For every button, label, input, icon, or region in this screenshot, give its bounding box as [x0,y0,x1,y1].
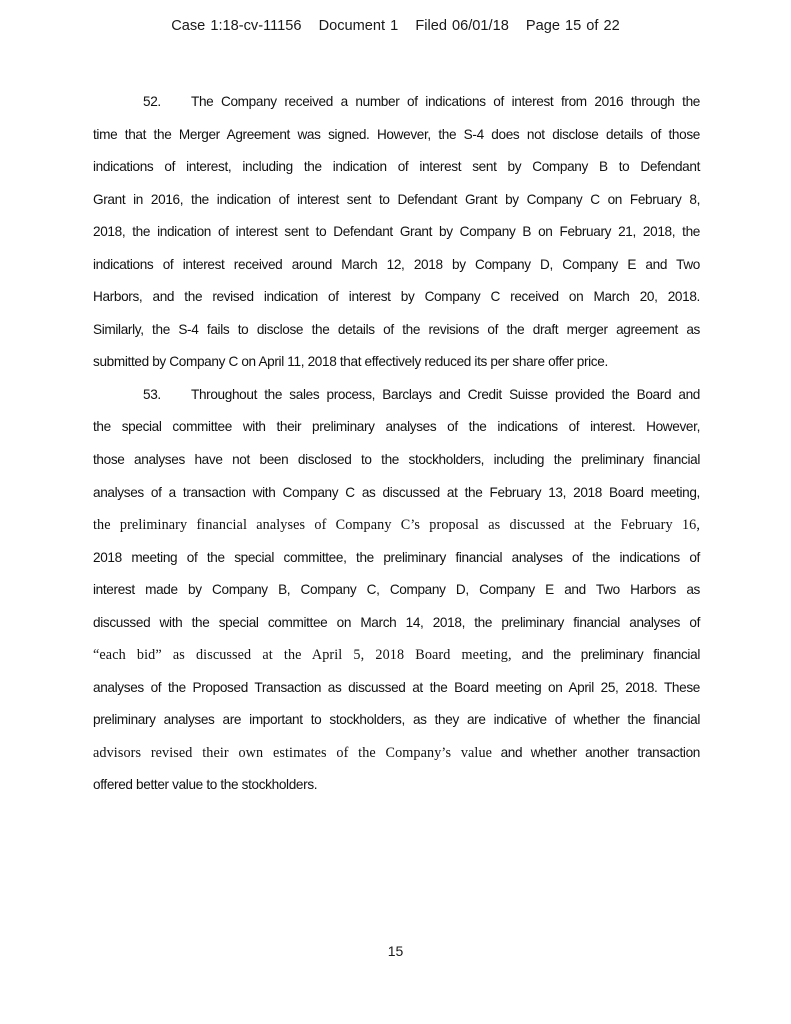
text-segment: Grant in 2016, the indication of interest sent to Defendant Grant by Company C on February 8, [93,191,700,207]
text-line [93,385,700,418]
page-number: 15 [387,943,404,959]
text-segment: interest made by Company B, Company C, Company D, Company E and Two Harbors as [93,582,700,598]
document-number: Document 1 [318,18,399,34]
text-segment: time that the Merger Agreement was signed. However, the S-4 does not disclose details of those [93,126,700,142]
text-segment: The Company received a number of indications of interest from 2016 through the [191,94,700,109]
text-line [93,678,700,711]
text-segment: offered better value to the stockholders. [93,777,318,793]
text-line [93,157,700,190]
text-segment: those analyses have not been disclosed to the stockholders, including the preliminary financial [93,452,700,468]
text-line [93,320,700,353]
text-line [93,613,700,646]
text-line [93,450,700,483]
text-segment: advisors revised their own estimates of the Company’s value [93,744,493,761]
text-segment: indications of interest, including the indication of interest sent by Company B to Defendant [93,159,700,175]
text-segment: preliminary analyses are important to stockholders, as they are indicative of whether the financial [93,712,700,728]
text-segment: the special committee with their preliminary analyses of the indications of interest. However, [93,419,700,435]
text-line [93,645,700,678]
paragraph-number: 53. [143,386,161,402]
text-line [93,92,700,125]
text-line [93,710,700,743]
text-line [93,417,700,450]
text-segment: Throughout the sales process, Barclays and Credit Suisse provided the Board and [191,386,700,402]
text-line [93,775,700,808]
text-line [93,190,700,223]
text-segment: analyses of a transaction with Company C as discussed at the February 13, 2018 Board meeting, [93,484,700,500]
text-segment: Similarly, the S-4 fails to disclose the details of the revisions of the draft merger agreement as [93,321,700,337]
text-segment: indications of interest received around March 12, 2018 by Company D, Company E and Two [93,256,700,272]
case-number: Case 1:18-cv-11156 [171,18,302,34]
text-segment: and the preliminary financial [511,647,700,663]
text-segment: and whether another transaction [492,744,700,760]
paragraph-number: 52. [143,94,161,109]
text-segment: “each bid” as discussed at the April 5, 2018 Board meeting, [93,647,512,664]
text-segment: discussed with the special committee on March 14, 2018, the preliminary financial analyses of [93,614,700,630]
case-header [0,18,791,34]
text-line [93,515,700,548]
text-segment: the preliminary financial analyses of Company C’s proposal as discussed at the February 16, [93,517,700,534]
text-line [93,483,700,516]
text-segment: analyses of the Proposed Transaction as discussed at the Board meeting on April 25, 2018. These [93,679,700,695]
text-segment: Harbors, and the revised indication of interest by Company C received on March 20, 2018. [93,289,700,305]
text-line [93,125,700,158]
text-line [93,548,700,581]
text-line [93,255,700,288]
paragraph-52 [93,92,700,385]
document-body [93,92,700,808]
filed-date: Filed 06/01/18 [415,18,509,34]
text-line [93,580,700,613]
text-segment: 2018, the indication of interest sent to Defendant Grant by Company B on February 21, 2018, the [93,224,700,240]
paragraph-53 [93,385,700,808]
page-of-total: Page 15 of 22 [525,18,620,34]
text-line [93,352,700,385]
text-line [93,743,700,776]
text-line [93,222,700,255]
text-line [93,287,700,320]
text-segment: 2018 meeting of the special committee, the preliminary financial analyses of the indications of [93,549,700,565]
text-segment: submitted by Company C on April 11, 2018 that effectively reduced its per share offer price. [93,354,608,370]
